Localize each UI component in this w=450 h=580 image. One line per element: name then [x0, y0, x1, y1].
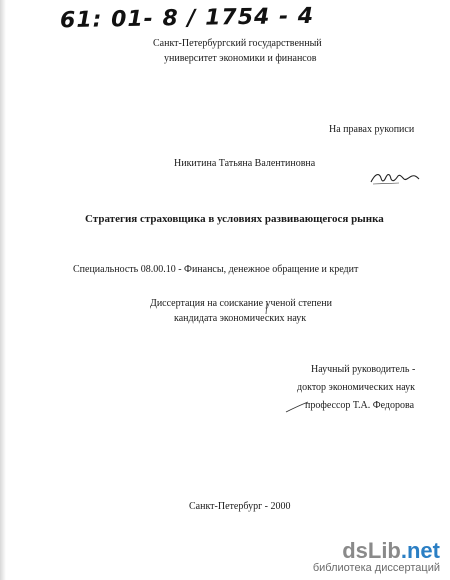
archive-mark: 61: 01- 8 / 1754 - 4 [59, 3, 315, 34]
institution-line-1: Санкт-Петербургский государственный [153, 38, 322, 49]
city-year: Санкт-Петербург - 2000 [189, 501, 291, 512]
watermark-logo-part1: dsLib [342, 538, 401, 563]
supervisor-line-2: доктор экономических наук [297, 382, 416, 393]
scan-edge [0, 0, 6, 580]
degree-line-2: кандидата экономических наук [174, 313, 307, 324]
watermark-logo-part2: .net [400, 538, 440, 563]
supervisor-line-1: Научный руководитель - [311, 364, 416, 375]
dissertation-title: Стратегия страховщика в условиях развивающегося рынка [85, 213, 384, 225]
signature-icon [369, 168, 421, 188]
supervisor-line-3: профессор Т.А. Федорова [305, 400, 415, 411]
watermark [313, 538, 440, 574]
author-name: Никитина Татьяна Валентиновна [174, 158, 316, 169]
rights-notice: На правах рукописи [329, 124, 415, 135]
watermark-subtitle: библиотека диссертаций [312, 562, 440, 574]
degree-line-1: Диссертация на соискание ученой степени [150, 298, 332, 309]
watermark-logo [313, 538, 440, 564]
institution-line-2: университет экономики и финансов [164, 53, 317, 64]
specialty: Специальность 08.00.10 - Финансы, денежное обращение и кредит [73, 264, 359, 275]
